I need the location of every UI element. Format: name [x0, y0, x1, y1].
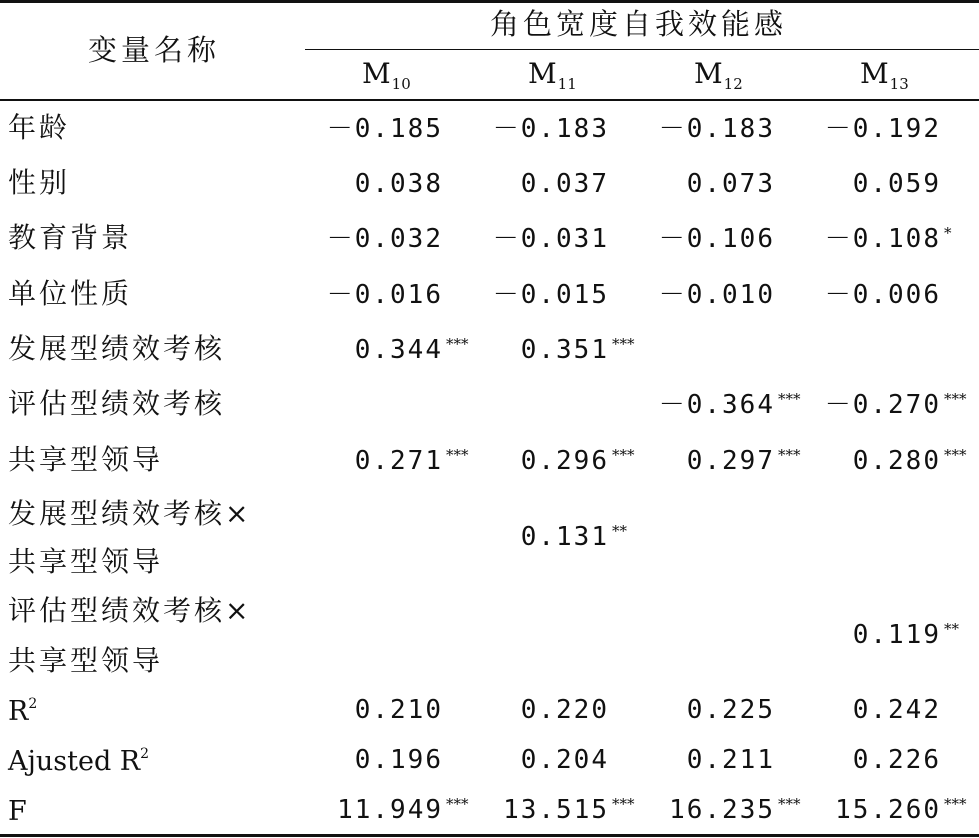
significance-stars: *** [778, 446, 801, 464]
row-label: 评估型绩效考核× [8, 594, 252, 627]
cell-value: 0.073 [686, 169, 775, 199]
cell-value: －0.031 [492, 224, 609, 254]
model-base: M [362, 57, 391, 90]
model-header-m12 [694, 57, 743, 93]
cell-value: 0.059 [852, 169, 941, 199]
cell-value: －0.032 [326, 224, 443, 254]
significance-stars: ** [944, 620, 959, 638]
cell-value: －0.106 [658, 224, 775, 254]
row-label: 年龄 [8, 111, 71, 144]
stat-label-text: R [8, 696, 29, 727]
cell-value: －0.185 [326, 114, 443, 144]
cell-value: 0.242 [852, 695, 941, 725]
row-label: 发展型绩效考核 [8, 332, 226, 365]
cell-value: －0.010 [658, 280, 775, 310]
cell-value: －0.108 [824, 224, 941, 254]
model-base: M [860, 57, 889, 90]
stat-label [8, 797, 27, 825]
significance-stars: *** [944, 795, 967, 813]
significance-stars: *** [446, 795, 469, 813]
cell-value: 0.220 [520, 695, 609, 725]
cell-value: －0.192 [824, 114, 941, 144]
row-label: 共享型领导 [8, 443, 164, 476]
cell-value: 0.226 [852, 745, 941, 775]
stat-label-superscript: 2 [140, 746, 150, 762]
model-sub: 12 [723, 75, 743, 93]
significance-stars: *** [944, 390, 967, 408]
group-header-rule [305, 49, 979, 50]
cell-value: 0.119 [852, 620, 941, 650]
cell-value: 11.949 [337, 795, 443, 825]
cell-value: －0.183 [492, 114, 609, 144]
significance-stars: * [944, 224, 952, 242]
stat-label-superscript: 2 [28, 696, 38, 712]
cell-value: －0.015 [492, 280, 609, 310]
cell-value: 0.351 [520, 335, 609, 365]
cell-value: 0.280 [852, 446, 941, 476]
cell-value: 15.260 [835, 795, 941, 825]
model-base: M [528, 57, 557, 90]
stat-label [8, 697, 37, 725]
cell-value: －0.006 [824, 280, 941, 310]
cell-value: 16.235 [669, 795, 775, 825]
model-sub: 10 [391, 75, 411, 93]
stat-label-text: F [8, 796, 27, 827]
model-header-m10 [362, 57, 411, 93]
model-base: M [694, 57, 723, 90]
cell-value: 0.296 [520, 446, 609, 476]
cell-value: －0.270 [824, 390, 941, 420]
row-label: 单位性质 [8, 277, 133, 310]
cell-value: －0.364 [658, 390, 775, 420]
cell-value: －0.183 [658, 114, 775, 144]
cell-value: 0.210 [354, 695, 443, 725]
cell-value: 0.211 [686, 745, 775, 775]
model-header-m13 [860, 57, 909, 93]
significance-stars: *** [612, 335, 635, 353]
model-header-m11 [528, 57, 577, 93]
cell-value: －0.016 [326, 280, 443, 310]
cell-value: 0.131 [520, 522, 609, 552]
row-label: 共享型领导 [8, 644, 164, 677]
significance-stars: *** [778, 795, 801, 813]
stat-label [8, 747, 149, 775]
cell-value: 0.225 [686, 695, 775, 725]
variable-column-header: 变量名称 [88, 33, 221, 67]
table-top-rule [0, 0, 979, 3]
cell-value: 0.204 [520, 745, 609, 775]
model-sub: 11 [557, 75, 577, 93]
group-title: 角色宽度自我效能感 [490, 7, 788, 41]
cell-value: 13.515 [503, 795, 609, 825]
row-label: 性别 [8, 166, 71, 199]
cell-value: 0.344 [354, 335, 443, 365]
row-label: 共享型领导 [8, 545, 164, 578]
table-bottom-rule [0, 834, 979, 837]
cell-value: 0.271 [354, 446, 443, 476]
stat-label-text: Ajusted R [8, 746, 141, 777]
cell-value: 0.038 [354, 169, 443, 199]
row-label: 评估型绩效考核 [8, 387, 226, 420]
significance-stars: *** [612, 795, 635, 813]
header-bottom-rule [0, 99, 979, 101]
cell-value: 0.196 [354, 745, 443, 775]
significance-stars: *** [446, 446, 469, 464]
row-label: 发展型绩效考核× [8, 497, 252, 530]
significance-stars: *** [446, 335, 469, 353]
model-sub: 13 [889, 75, 909, 93]
cell-value: 0.297 [686, 446, 775, 476]
row-label: 教育背景 [8, 221, 133, 254]
significance-stars: ** [612, 522, 627, 540]
cell-value: 0.037 [520, 169, 609, 199]
significance-stars: *** [778, 390, 801, 408]
significance-stars: *** [612, 446, 635, 464]
significance-stars: *** [944, 446, 967, 464]
